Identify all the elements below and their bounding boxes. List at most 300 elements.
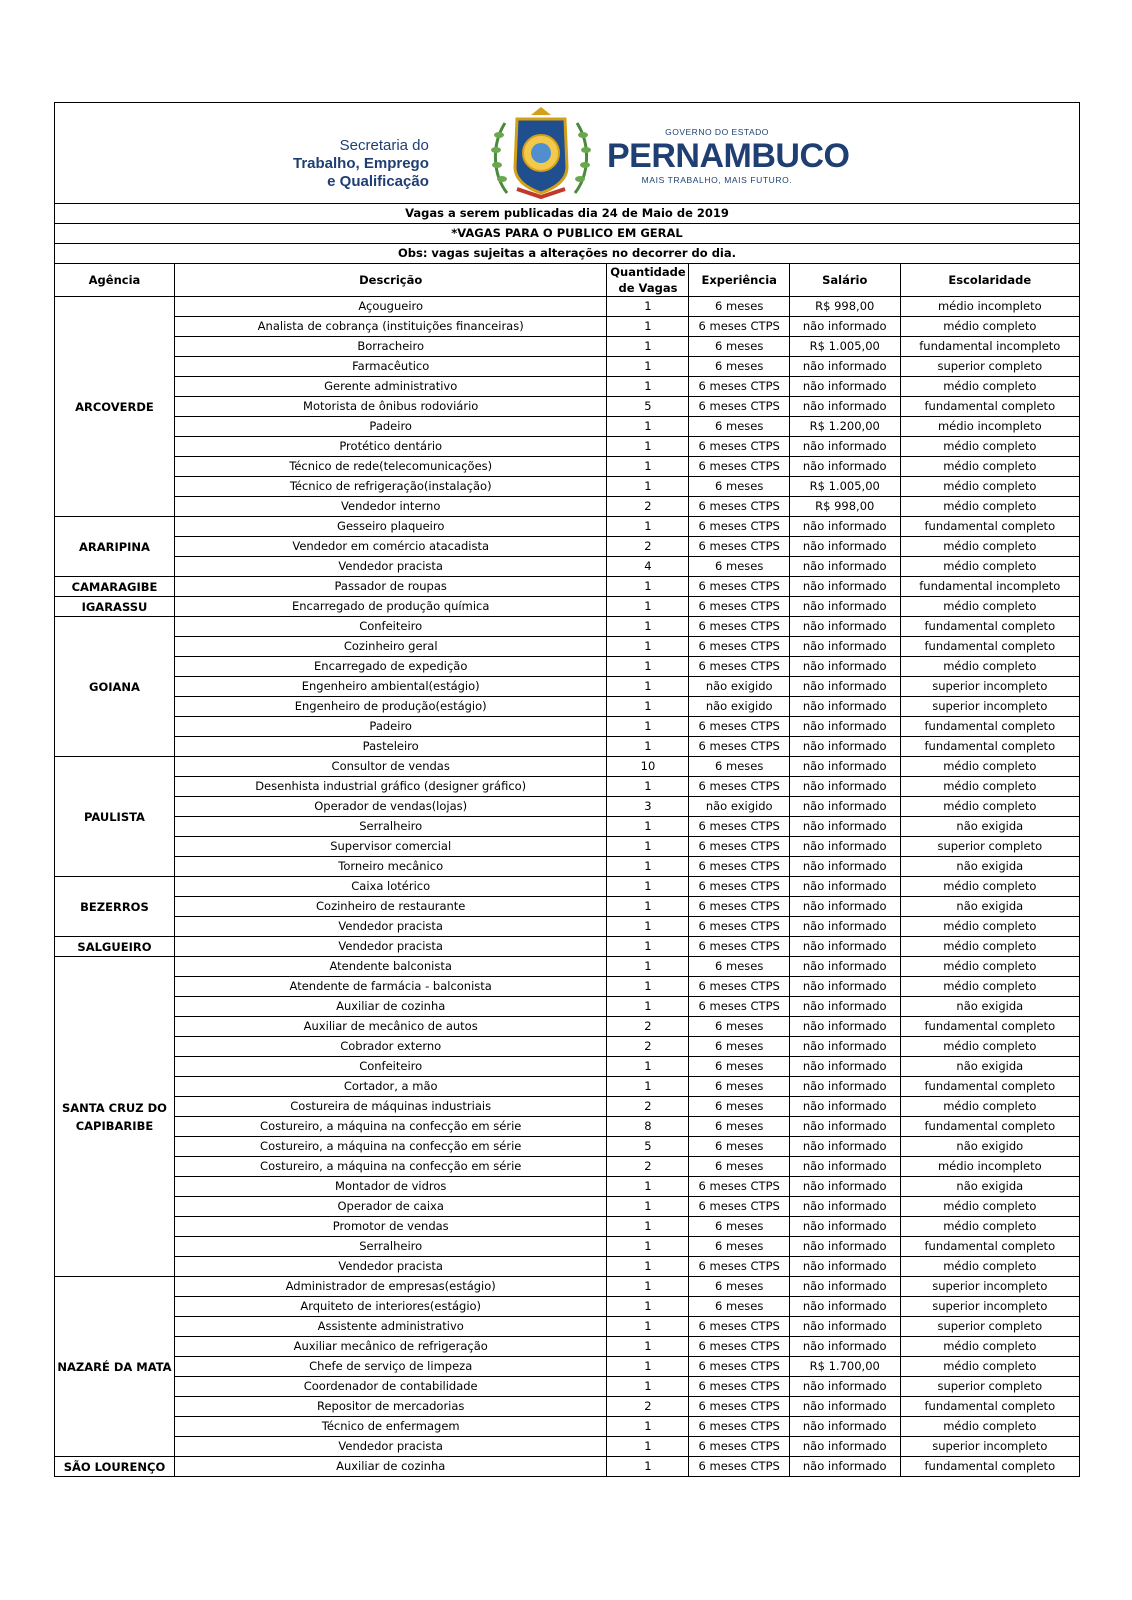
- salary-cell: não informado: [789, 997, 900, 1017]
- experience-cell: 6 meses CTPS: [689, 1457, 789, 1477]
- schooling-cell: médio completo: [900, 477, 1079, 497]
- table-row: [55, 697, 1080, 717]
- schooling-cell: médio completo: [900, 597, 1079, 617]
- description-cell: Engenheiro de produção(estágio): [174, 697, 607, 717]
- description-cell: Operador de caixa: [174, 1197, 607, 1217]
- description-cell: Cozinheiro de restaurante: [174, 897, 607, 917]
- salary-cell: não informado: [789, 1037, 900, 1057]
- schooling-cell: médio completo: [900, 957, 1079, 977]
- quantity-cell: 1: [607, 1197, 689, 1217]
- table-row: [55, 577, 1080, 597]
- salary-cell: não informado: [789, 1437, 900, 1457]
- schooling-cell: não exigida: [900, 897, 1079, 917]
- quantity-cell: 1: [607, 457, 689, 477]
- description-cell: Desenhista industrial gráfico (designer gráfico): [174, 777, 607, 797]
- experience-cell: não exigido: [689, 797, 789, 817]
- table-row: [55, 677, 1080, 697]
- description-cell: Encarregado de produção química: [174, 597, 607, 617]
- experience-cell: 6 meses CTPS: [689, 577, 789, 597]
- schooling-cell: médio completo: [900, 1097, 1079, 1117]
- experience-cell: 6 meses: [689, 357, 789, 377]
- schooling-cell: médio completo: [900, 917, 1079, 937]
- quantity-cell: 1: [607, 1417, 689, 1437]
- salary-cell: não informado: [789, 1077, 900, 1097]
- experience-cell: não exigido: [689, 677, 789, 697]
- quantity-cell: 3: [607, 797, 689, 817]
- salary-cell: não informado: [789, 757, 900, 777]
- schooling-cell: médio completo: [900, 757, 1079, 777]
- experience-cell: 6 meses CTPS: [689, 1417, 789, 1437]
- experience-cell: 6 meses: [689, 417, 789, 437]
- table-row: [55, 397, 1080, 417]
- schooling-cell: médio completo: [900, 977, 1079, 997]
- table-row: [55, 857, 1080, 877]
- salary-cell: não informado: [789, 357, 900, 377]
- schooling-cell: médio incompleto: [900, 417, 1079, 437]
- table-row: [55, 1457, 1080, 1477]
- salary-cell: não informado: [789, 1177, 900, 1197]
- table-row: [55, 1017, 1080, 1037]
- table-row: [55, 1297, 1080, 1317]
- table-row: [55, 297, 1080, 317]
- schooling-cell: não exigido: [900, 1137, 1079, 1157]
- salary-cell: não informado: [789, 617, 900, 637]
- experience-cell: 6 meses CTPS: [689, 597, 789, 617]
- secretaria-line-3: e Qualificação: [327, 173, 429, 190]
- experience-cell: 6 meses: [689, 1117, 789, 1137]
- salary-cell: R$ 998,00: [789, 497, 900, 517]
- quantity-cell: 1: [607, 817, 689, 837]
- salary-cell: não informado: [789, 1257, 900, 1277]
- schooling-cell: médio completo: [900, 937, 1079, 957]
- col-experience: Experiência: [689, 264, 789, 297]
- quantity-cell: 1: [607, 877, 689, 897]
- experience-cell: 6 meses: [689, 297, 789, 317]
- schooling-cell: médio completo: [900, 1197, 1079, 1217]
- salary-cell: não informado: [789, 1117, 900, 1137]
- audience-banner: *VAGAS PARA O PUBLICO EM GERAL: [54, 223, 1080, 243]
- description-cell: Costureiro, a máquina na confecção em série: [174, 1157, 607, 1177]
- schooling-cell: fundamental completo: [900, 737, 1079, 757]
- col-salary: Salário: [789, 264, 900, 297]
- table-row: [55, 1317, 1080, 1337]
- publication-date-banner: Vagas a serem publicadas dia 24 de Maio de 2019: [54, 203, 1080, 223]
- table-row: [55, 937, 1080, 957]
- table-row: [55, 1217, 1080, 1237]
- jobs-table-body: [55, 297, 1080, 1477]
- table-row: [55, 797, 1080, 817]
- col-agency: Agência: [55, 264, 175, 297]
- schooling-cell: fundamental completo: [900, 617, 1079, 637]
- description-cell: Cozinheiro geral: [174, 637, 607, 657]
- agency-cell: SÃO LOURENÇO: [55, 1457, 175, 1477]
- experience-cell: 6 meses CTPS: [689, 1337, 789, 1357]
- experience-cell: 6 meses CTPS: [689, 777, 789, 797]
- table-row: [55, 1377, 1080, 1397]
- schooling-cell: superior completo: [900, 1317, 1079, 1337]
- description-cell: Atendente balconista: [174, 957, 607, 977]
- schooling-cell: médio incompleto: [900, 1157, 1079, 1177]
- quantity-cell: 2: [607, 1017, 689, 1037]
- experience-cell: 6 meses: [689, 1077, 789, 1097]
- experience-cell: 6 meses CTPS: [689, 377, 789, 397]
- salary-cell: não informado: [789, 917, 900, 937]
- description-cell: Padeiro: [174, 417, 607, 437]
- experience-cell: 6 meses CTPS: [689, 817, 789, 837]
- schooling-cell: médio completo: [900, 1357, 1079, 1377]
- quantity-cell: 1: [607, 577, 689, 597]
- slogan: MAIS TRABALHO, MAIS FUTURO.: [641, 175, 793, 185]
- description-cell: Vendedor pracista: [174, 937, 607, 957]
- table-row: [55, 1397, 1080, 1417]
- quantity-cell: 1: [607, 1357, 689, 1377]
- schooling-cell: superior completo: [900, 1377, 1079, 1397]
- table-row: [55, 1077, 1080, 1097]
- table-row: [55, 1337, 1080, 1357]
- table-header-row: [55, 264, 1080, 297]
- quantity-cell: 1: [607, 517, 689, 537]
- table-row: [55, 977, 1080, 997]
- schooling-cell: fundamental completo: [900, 1237, 1079, 1257]
- quantity-cell: 2: [607, 1397, 689, 1417]
- table-row: [55, 1117, 1080, 1137]
- header-logo-area: [54, 102, 1080, 203]
- quantity-cell: 1: [607, 597, 689, 617]
- salary-cell: R$ 998,00: [789, 297, 900, 317]
- experience-cell: 6 meses: [689, 1017, 789, 1037]
- description-cell: Técnico de enfermagem: [174, 1417, 607, 1437]
- table-row: [55, 1137, 1080, 1157]
- schooling-cell: fundamental incompleto: [900, 577, 1079, 597]
- schooling-cell: fundamental completo: [900, 517, 1079, 537]
- schooling-cell: médio completo: [900, 437, 1079, 457]
- experience-cell: 6 meses: [689, 337, 789, 357]
- quantity-cell: 4: [607, 557, 689, 577]
- schooling-cell: não exigida: [900, 817, 1079, 837]
- salary-cell: não informado: [789, 837, 900, 857]
- agency-cell: NAZARÉ DA MATA: [55, 1277, 175, 1457]
- salary-cell: não informado: [789, 877, 900, 897]
- description-cell: Coordenador de contabilidade: [174, 1377, 607, 1397]
- experience-cell: 6 meses: [689, 757, 789, 777]
- salary-cell: não informado: [789, 977, 900, 997]
- experience-cell: 6 meses CTPS: [689, 897, 789, 917]
- salary-cell: R$ 1.005,00: [789, 477, 900, 497]
- experience-cell: 6 meses CTPS: [689, 1317, 789, 1337]
- pernambuco-logo: [607, 127, 850, 185]
- salary-cell: não informado: [789, 577, 900, 597]
- schooling-cell: médio completo: [900, 657, 1079, 677]
- quantity-cell: 10: [607, 757, 689, 777]
- table-row: [55, 497, 1080, 517]
- description-cell: Gerente administrativo: [174, 377, 607, 397]
- schooling-cell: superior incompleto: [900, 1277, 1079, 1297]
- table-row: [55, 537, 1080, 557]
- schooling-cell: fundamental completo: [900, 1397, 1079, 1417]
- table-row: [55, 817, 1080, 837]
- salary-cell: não informado: [789, 717, 900, 737]
- quantity-cell: 1: [607, 1077, 689, 1097]
- salary-cell: não informado: [789, 1097, 900, 1117]
- schooling-cell: fundamental completo: [900, 1457, 1079, 1477]
- table-row: [55, 1057, 1080, 1077]
- description-cell: Torneiro mecânico: [174, 857, 607, 877]
- quantity-cell: 8: [607, 1117, 689, 1137]
- quantity-cell: 1: [607, 417, 689, 437]
- agency-cell: SANTA CRUZ DO CAPIBARIBE: [55, 957, 175, 1277]
- quantity-cell: 1: [607, 437, 689, 457]
- salary-cell: não informado: [789, 437, 900, 457]
- quantity-cell: 1: [607, 1177, 689, 1197]
- experience-cell: 6 meses CTPS: [689, 1357, 789, 1377]
- description-cell: Consultor de vendas: [174, 757, 607, 777]
- experience-cell: 6 meses CTPS: [689, 997, 789, 1017]
- quantity-cell: 1: [607, 617, 689, 637]
- schooling-cell: não exigida: [900, 997, 1079, 1017]
- table-row: [55, 837, 1080, 857]
- quantity-cell: 2: [607, 1157, 689, 1177]
- description-cell: Atendente de farmácia - balconista: [174, 977, 607, 997]
- salary-cell: não informado: [789, 1157, 900, 1177]
- table-row: [55, 1277, 1080, 1297]
- quantity-cell: 1: [607, 1277, 689, 1297]
- description-cell: Assistente administrativo: [174, 1317, 607, 1337]
- schooling-cell: médio completo: [900, 1337, 1079, 1357]
- description-cell: Repositor de mercadorias: [174, 1397, 607, 1417]
- quantity-cell: 1: [607, 1057, 689, 1077]
- table-row: [55, 897, 1080, 917]
- schooling-cell: não exigida: [900, 857, 1079, 877]
- quantity-cell: 1: [607, 957, 689, 977]
- schooling-cell: superior incompleto: [900, 1437, 1079, 1457]
- description-cell: Gesseiro plaqueiro: [174, 517, 607, 537]
- description-cell: Técnico de rede(telecomunicações): [174, 457, 607, 477]
- agency-cell: PAULISTA: [55, 757, 175, 877]
- quantity-cell: 1: [607, 637, 689, 657]
- schooling-cell: superior completo: [900, 357, 1079, 377]
- salary-cell: não informado: [789, 597, 900, 617]
- table-row: [55, 657, 1080, 677]
- description-cell: Açougueiro: [174, 297, 607, 317]
- table-row: [55, 617, 1080, 637]
- table-row: [55, 1237, 1080, 1257]
- experience-cell: 6 meses CTPS: [689, 457, 789, 477]
- table-row: [55, 957, 1080, 977]
- description-cell: Serralheiro: [174, 1237, 607, 1257]
- schooling-cell: fundamental incompleto: [900, 337, 1079, 357]
- salary-cell: não informado: [789, 1417, 900, 1437]
- quantity-cell: 1: [607, 697, 689, 717]
- quantity-cell: 1: [607, 1377, 689, 1397]
- table-row: [55, 1037, 1080, 1057]
- experience-cell: 6 meses CTPS: [689, 717, 789, 737]
- experience-cell: 6 meses: [689, 1137, 789, 1157]
- description-cell: Montador de vidros: [174, 1177, 607, 1197]
- schooling-cell: fundamental completo: [900, 717, 1079, 737]
- quantity-cell: 1: [607, 857, 689, 877]
- salary-cell: R$ 1.200,00: [789, 417, 900, 437]
- table-row: [55, 717, 1080, 737]
- description-cell: Caixa lotérico: [174, 877, 607, 897]
- schooling-cell: médio completo: [900, 1417, 1079, 1437]
- salary-cell: não informado: [789, 1237, 900, 1257]
- quantity-cell: 1: [607, 977, 689, 997]
- salary-cell: não informado: [789, 317, 900, 337]
- gov-label: GOVERNO DO ESTADO: [665, 127, 769, 137]
- salary-cell: não informado: [789, 1337, 900, 1357]
- salary-cell: não informado: [789, 377, 900, 397]
- quantity-cell: 1: [607, 897, 689, 917]
- schooling-cell: médio completo: [900, 317, 1079, 337]
- table-row: [55, 917, 1080, 937]
- experience-cell: 6 meses CTPS: [689, 317, 789, 337]
- experience-cell: 6 meses CTPS: [689, 437, 789, 457]
- experience-cell: 6 meses CTPS: [689, 1397, 789, 1417]
- secretaria-line-2: Trabalho, Emprego: [293, 155, 429, 172]
- experience-cell: 6 meses CTPS: [689, 617, 789, 637]
- description-cell: Vendedor pracista: [174, 1437, 607, 1457]
- table-row: [55, 377, 1080, 397]
- document-frame: [54, 102, 1080, 1477]
- salary-cell: não informado: [789, 677, 900, 697]
- salary-cell: não informado: [789, 657, 900, 677]
- salary-cell: não informado: [789, 1057, 900, 1077]
- description-cell: Auxiliar mecânico de refrigeração: [174, 1337, 607, 1357]
- state-crest-icon: [487, 105, 595, 201]
- quantity-cell: 1: [607, 937, 689, 957]
- description-cell: Costureira de máquinas industriais: [174, 1097, 607, 1117]
- salary-cell: não informado: [789, 797, 900, 817]
- salary-cell: não informado: [789, 777, 900, 797]
- table-row: [55, 557, 1080, 577]
- salary-cell: não informado: [789, 1457, 900, 1477]
- experience-cell: 6 meses CTPS: [689, 1377, 789, 1397]
- description-cell: Borracheiro: [174, 337, 607, 357]
- experience-cell: 6 meses: [689, 557, 789, 577]
- agency-cell: GOIANA: [55, 617, 175, 757]
- agency-cell: IGARASSU: [55, 597, 175, 617]
- quantity-cell: 1: [607, 717, 689, 737]
- quantity-cell: 1: [607, 997, 689, 1017]
- schooling-cell: fundamental completo: [900, 1017, 1079, 1037]
- salary-cell: não informado: [789, 1397, 900, 1417]
- quantity-cell: 1: [607, 777, 689, 797]
- secretaria-logo-text: [293, 137, 429, 191]
- quantity-cell: 5: [607, 1137, 689, 1157]
- salary-cell: R$ 1.700,00: [789, 1357, 900, 1377]
- description-cell: Encarregado de expedição: [174, 657, 607, 677]
- table-row: [55, 737, 1080, 757]
- experience-cell: 6 meses CTPS: [689, 977, 789, 997]
- description-cell: Chefe de serviço de limpeza: [174, 1357, 607, 1377]
- quantity-cell: 1: [607, 1337, 689, 1357]
- quantity-cell: 1: [607, 1217, 689, 1237]
- schooling-cell: fundamental completo: [900, 637, 1079, 657]
- salary-cell: não informado: [789, 1277, 900, 1297]
- salary-cell: não informado: [789, 1377, 900, 1397]
- quantity-cell: 1: [607, 1297, 689, 1317]
- experience-cell: 6 meses: [689, 1277, 789, 1297]
- quantity-cell: 1: [607, 357, 689, 377]
- schooling-cell: médio completo: [900, 457, 1079, 477]
- description-cell: Cobrador externo: [174, 1037, 607, 1057]
- experience-cell: 6 meses CTPS: [689, 1177, 789, 1197]
- salary-cell: não informado: [789, 857, 900, 877]
- salary-cell: não informado: [789, 957, 900, 977]
- salary-cell: não informado: [789, 1317, 900, 1337]
- experience-cell: 6 meses: [689, 1037, 789, 1057]
- salary-cell: não informado: [789, 737, 900, 757]
- table-row: [55, 477, 1080, 497]
- schooling-cell: fundamental completo: [900, 1077, 1079, 1097]
- quantity-cell: 1: [607, 317, 689, 337]
- table-row: [55, 1197, 1080, 1217]
- experience-cell: 6 meses CTPS: [689, 657, 789, 677]
- salary-cell: não informado: [789, 637, 900, 657]
- quantity-cell: 1: [607, 1317, 689, 1337]
- schooling-cell: médio completo: [900, 497, 1079, 517]
- salary-cell: R$ 1.005,00: [789, 337, 900, 357]
- experience-cell: 6 meses CTPS: [689, 497, 789, 517]
- description-cell: Pasteleiro: [174, 737, 607, 757]
- salary-cell: não informado: [789, 517, 900, 537]
- agency-cell: SALGUEIRO: [55, 937, 175, 957]
- quantity-cell: 1: [607, 657, 689, 677]
- experience-cell: 6 meses: [689, 1237, 789, 1257]
- schooling-cell: superior incompleto: [900, 677, 1079, 697]
- salary-cell: não informado: [789, 897, 900, 917]
- table-row: [55, 357, 1080, 377]
- description-cell: Vendedor pracista: [174, 557, 607, 577]
- state-name: PERNAMBUCO: [607, 137, 850, 175]
- table-row: [55, 337, 1080, 357]
- schooling-cell: médio completo: [900, 877, 1079, 897]
- schooling-cell: superior completo: [900, 837, 1079, 857]
- salary-cell: não informado: [789, 697, 900, 717]
- schooling-cell: médio completo: [900, 1257, 1079, 1277]
- experience-cell: 6 meses CTPS: [689, 517, 789, 537]
- experience-cell: 6 meses: [689, 1097, 789, 1117]
- table-row: [55, 777, 1080, 797]
- quantity-cell: 1: [607, 1257, 689, 1277]
- salary-cell: não informado: [789, 537, 900, 557]
- experience-cell: 6 meses: [689, 1057, 789, 1077]
- note-banner: Obs: vagas sujeitas a alterações no decorrer do dia.: [54, 243, 1080, 263]
- schooling-cell: superior incompleto: [900, 697, 1079, 717]
- table-row: [55, 1177, 1080, 1197]
- description-cell: Motorista de ônibus rodoviário: [174, 397, 607, 417]
- agency-cell: BEZERROS: [55, 877, 175, 937]
- col-description: Descrição: [174, 264, 607, 297]
- description-cell: Operador de vendas(lojas): [174, 797, 607, 817]
- salary-cell: não informado: [789, 1297, 900, 1317]
- description-cell: Supervisor comercial: [174, 837, 607, 857]
- agency-cell: ARCOVERDE: [55, 297, 175, 517]
- salary-cell: não informado: [789, 1137, 900, 1157]
- description-cell: Analista de cobrança (instituições financeiras): [174, 317, 607, 337]
- schooling-cell: médio completo: [900, 557, 1079, 577]
- table-row: [55, 517, 1080, 537]
- description-cell: Engenheiro ambiental(estágio): [174, 677, 607, 697]
- salary-cell: não informado: [789, 1217, 900, 1237]
- description-cell: Confeiteiro: [174, 1057, 607, 1077]
- schooling-cell: médio completo: [900, 1037, 1079, 1057]
- quantity-cell: 1: [607, 737, 689, 757]
- description-cell: Auxiliar de cozinha: [174, 997, 607, 1017]
- quantity-cell: 1: [607, 1457, 689, 1477]
- quantity-cell: 2: [607, 1097, 689, 1117]
- table-row: [55, 1437, 1080, 1457]
